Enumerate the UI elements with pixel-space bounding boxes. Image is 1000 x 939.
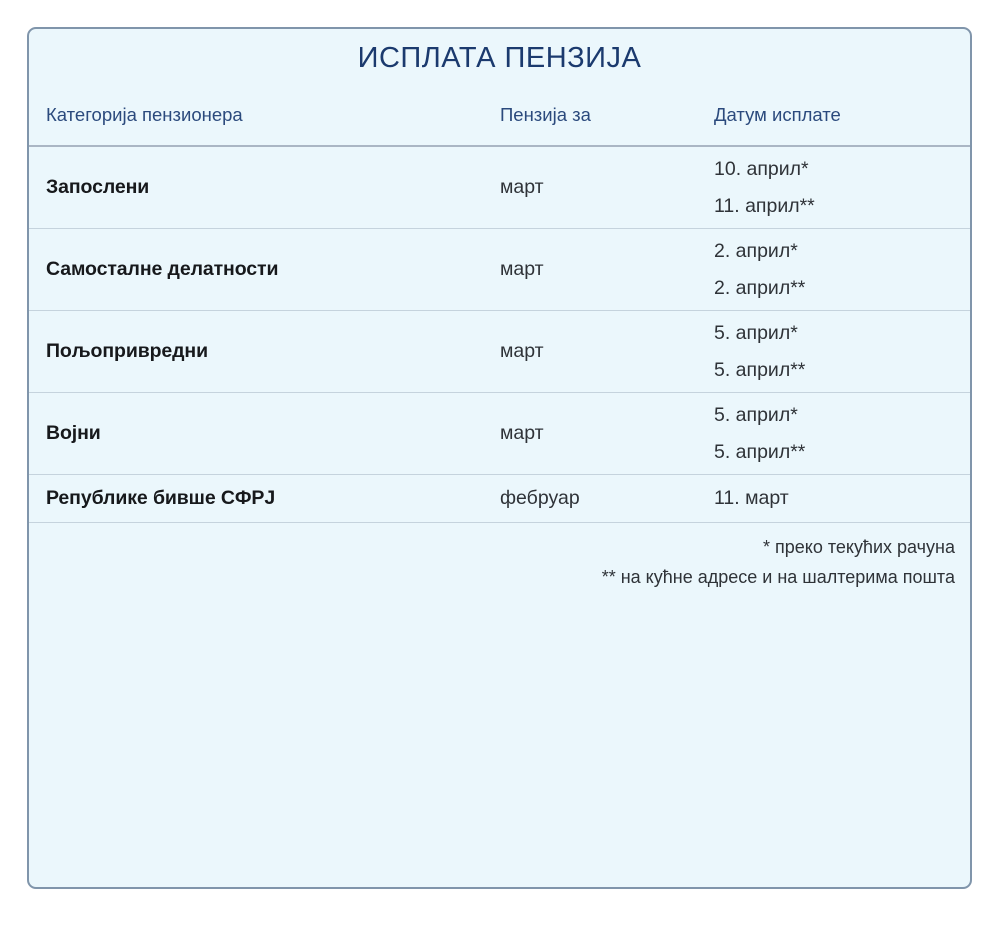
pension-payout-table	[29, 87, 970, 523]
payout-date-line: 2. април*	[714, 239, 798, 262]
cell-category: Републике бивше СФРЈ	[29, 475, 494, 523]
payout-date-line: 10. април*	[714, 157, 809, 180]
footnote-single-asterisk: * преко текућих рачуна	[762, 537, 955, 557]
pension-payout-card	[27, 27, 972, 889]
payout-date-line: 5. април*	[714, 403, 798, 426]
table-row	[29, 229, 970, 311]
cell-category: Пољопривредни	[29, 311, 494, 393]
table-row	[29, 146, 970, 229]
table-row	[29, 393, 970, 475]
cell-payout-date	[701, 475, 970, 523]
payout-date-line: 5. април*	[714, 321, 798, 344]
cell-month: март	[494, 311, 701, 393]
table-body	[29, 146, 970, 523]
cell-payout-date	[701, 311, 970, 393]
column-header-category: Категорија пензионера	[46, 104, 243, 125]
payout-date-line: 2. април**	[714, 276, 806, 299]
footnotes	[29, 523, 970, 592]
cell-payout-date	[701, 393, 970, 475]
cell-category: Самосталне делатности	[29, 229, 494, 311]
cell-month: март	[494, 393, 701, 475]
cell-category: Војни	[29, 393, 494, 475]
cell-month: фебруар	[494, 475, 701, 523]
payout-date-line: 11. април**	[714, 194, 815, 217]
cell-category: Запослени	[29, 146, 494, 229]
cell-payout-date	[701, 229, 970, 311]
cell-month: март	[494, 229, 701, 311]
payout-date-line: 11. март	[714, 487, 789, 509]
card-title-area	[29, 29, 970, 87]
table-row	[29, 311, 970, 393]
table-header-row	[29, 87, 970, 145]
footnote-double-asterisk: ** на кућне адресе и на шалтерима пошта	[601, 567, 955, 587]
cell-month: март	[494, 146, 701, 229]
column-header-payout-date: Датум исплате	[714, 104, 841, 125]
cell-payout-date	[701, 146, 970, 229]
column-header-month: Пензија за	[500, 104, 591, 125]
page-title: ИСПЛАТА ПЕНЗИЈА	[357, 41, 642, 74]
payout-date-line: 5. април**	[714, 358, 806, 381]
table-row	[29, 475, 970, 523]
payout-date-line: 5. април**	[714, 440, 806, 463]
